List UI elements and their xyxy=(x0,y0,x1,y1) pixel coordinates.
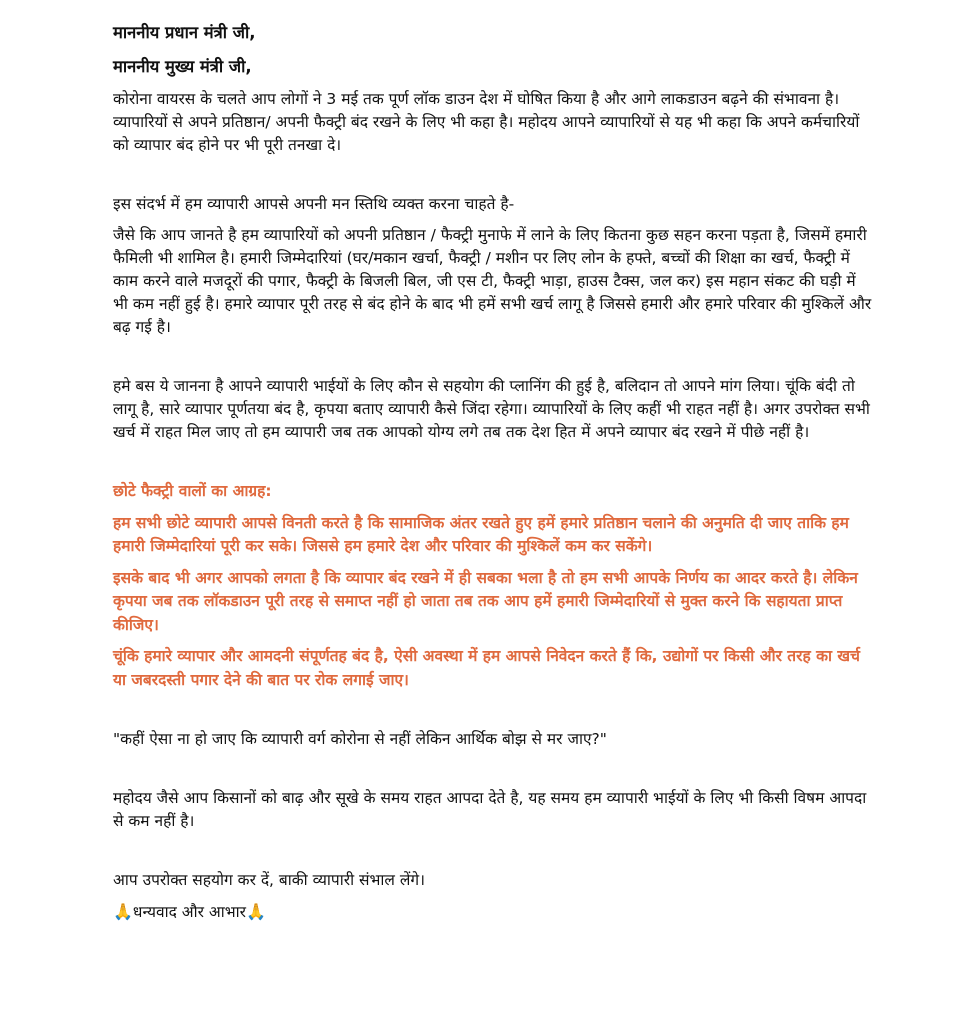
letter-document xyxy=(113,22,873,924)
salutation-chief-minister: माननीय मुख्य मंत्री जी, xyxy=(113,57,252,76)
closing-text: धन्यवाद और आभार xyxy=(132,903,247,921)
cooperation-paragraph: आप उपरोक्त सहयोग कर दें, बाकी व्यापारी संभाल लेंगे। xyxy=(113,871,425,889)
relief-paragraph: महोदय जैसे आप किसानों को बाढ़ और सूखे के समय राहत आपदा देते है, यह समय हम व्यापारी भाईयों के लिए भी किसी विषम आपदा से कम नहीं है। xyxy=(113,789,867,830)
request-paragraph-3: चूंकि हमारे व्यापार और आमदनी संपूर्णतह बंद है, ऐसी अवस्था में हम आपसे निवेदन करते हैं कि, उद्योगों पर किसी और तरह का खर्च या जबरदस्ती पगार देने की बात पर रोक लगाई जाए। xyxy=(113,647,860,689)
request-heading: छोटे फैक्ट्री वालों का आग्रह: xyxy=(113,482,272,500)
quote-paragraph: "कहीं ऐसा ना हो जाए कि व्यापारी वर्ग कोरोना से नहीं लेकिन आर्थिक बोझ से मर जाए?" xyxy=(113,730,607,748)
closing-line xyxy=(113,900,873,924)
folded-hands-icon: 🙏 xyxy=(113,902,133,921)
expenses-paragraph: जैसे कि आप जानते है हम व्यापारियों को अपनी प्रतिष्ठान / फैक्ट्री मुनाफे में लाने के लिए कितना कुछ सहन करना पड़ता है, जिसमें हमारी फैमिली भी शामिल है। हमारी जिम्मेदारियां (घर/मकान खर्चा, फैक्ट्री / मशीन पर लिए लोन के हफ्ते, बच्चों की शिक्षा का खर्च, फैक्ट्री में काम करने वाले मजदूरों की पगार, फैक्ट्री के बिजली बिल, जी एस टी, फैक्ट्री भाड़ा, हाउस टैक्स, जल कर) इस महान संकट की घड़ी में भी कम नहीं हुई है। हमारे व्यापार पूरी तरह से बंद होने के बाद भी हमें सभी खर्च लागू है जिससे हमारी और हमारे परिवार की मुश्किलें और बढ़ गई है। xyxy=(113,226,872,336)
support-question-paragraph: हमे बस ये जानना है आपने व्यापारी भाईयों के लिए कौन से सहयोग की प्लानिंग की हुई है, बलिदान तो आपने मांग लिया। चूंकि बंदी तो लागू है, सारे व्यापार पूर्णतया बंद है, कृपया बताए व्यापारी कैसे जिंदा रहेगा। व्यापारियों के लिए कहीं भी राहत नहीं है। अगर उपरोक्त सभी खर्च में राहत मिल जाए तो हम व्यापारी जब तक आपको योग्य लगे तब तक देश हित में अपने व्यापार बंद रखने में पीछे नहीं है। xyxy=(113,377,870,441)
request-paragraph-1: हम सभी छोटे व्यापारी आपसे विनती करते है कि सामाजिक अंतर रखते हुए हमें हमारे प्रतिष्ठान चलाने की अनुमति दी जाए ताकि हम हमारी जिम्मेदारियां पूरी कर सके। जिससे हम हमारे देश और परिवार की मुश्किलें कम कर सकेंगे। xyxy=(113,513,849,555)
context-paragraph: इस संदर्भ में हम व्यापारी आपसे अपनी मन स्तिथि व्यक्त करना चाहते है- xyxy=(113,195,515,213)
intro-paragraph: कोरोना वायरस के चलते आप लोगों ने 3 मई तक पूर्ण लॉक डाउन देश में घोषित किया है और आगे लाकडाउन बढ़ने की संभावना है। व्यापारियों से अपने प्रतिष्ठान/ अपनी फैक्ट्री बंद रखने के लिए भी कहा है। महोदय आपने व्यापारियों से यह भी कहा कि अपने कर्मचारियों को व्यापार बंद होने पर भी पूरी तनखा दे। xyxy=(113,90,860,154)
salutation-prime-minister: माननीय प्रधान मंत्री जी, xyxy=(113,23,256,42)
folded-hands-icon: 🙏 xyxy=(246,902,266,921)
request-paragraph-2: इसके बाद भी अगर आपको लगता है कि व्यापार बंद रखने में ही सबका भला है तो हम सभी आपके निर्णय का आदर करते है। लेकिन कृपया जब तक लॉकडाउन पूरी तरह से समाप्त नहीं हो जाता तब तक आप हमें हमारी जिम्मेदारियों से मुक्त करने कि सहायता प्राप्त कीजिए। xyxy=(113,568,858,634)
